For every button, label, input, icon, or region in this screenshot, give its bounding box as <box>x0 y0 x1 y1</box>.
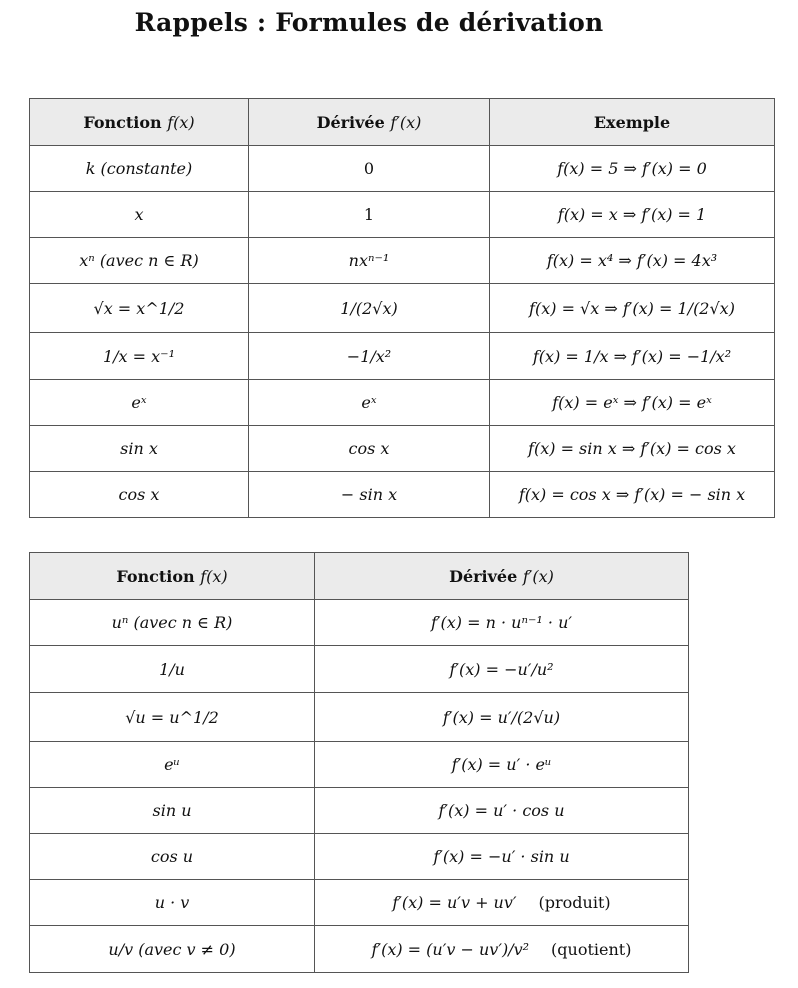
cell-example: f(x) = √x ⇒ f′(x) = 1/(2√x) <box>490 284 775 333</box>
table-row <box>30 146 775 192</box>
table-row <box>30 742 689 788</box>
table-row <box>30 788 689 834</box>
table-row <box>30 333 775 380</box>
product-note: (produit) <box>538 893 611 912</box>
cell-derivative: f′(x) = (u′v − uv′)/v² (quotient) <box>315 926 689 973</box>
cell-function: sin u <box>30 788 315 834</box>
table-row <box>30 380 775 426</box>
cell-example: f(x) = cos x ⇒ f′(x) = − sin x <box>490 472 775 518</box>
cell-function: 1/x = x⁻¹ <box>30 333 249 380</box>
header-example: Exemple <box>490 99 775 146</box>
cell-derivative: − sin x <box>249 472 490 518</box>
table-row <box>30 192 775 238</box>
header-function: Fonction f(x) <box>30 99 249 146</box>
cell-derivative: f′(x) = u′v + uv′ (produit) <box>315 880 689 926</box>
cell-function: uⁿ (avec n ∈ R) <box>30 600 315 646</box>
header-function: Fonction f(x) <box>30 553 315 600</box>
cell-derivative: f′(x) = u′ · cos u <box>315 788 689 834</box>
cell-derivative: nxⁿ⁻¹ <box>249 238 490 284</box>
cell-derivative: f′(x) = −u′/u² <box>315 646 689 693</box>
cell-function: x <box>30 192 249 238</box>
cell-function: cos u <box>30 834 315 880</box>
cell-function: sin x <box>30 426 249 472</box>
table-row <box>30 693 689 742</box>
cell-function: eᵘ <box>30 742 315 788</box>
cell-derivative: 1 <box>249 192 490 238</box>
cell-function: cos x <box>30 472 249 518</box>
cell-derivative: cos x <box>249 426 490 472</box>
cell-function: k (constante) <box>30 146 249 192</box>
table-header-row <box>30 553 689 600</box>
table-row <box>30 472 775 518</box>
cell-derivative: f′(x) = u′/(2√u) <box>315 693 689 742</box>
cell-example: f(x) = sin x ⇒ f′(x) = cos x <box>490 426 775 472</box>
table-row <box>30 426 775 472</box>
cell-function: √x = x^1/2 <box>30 284 249 333</box>
table-row <box>30 646 689 693</box>
cell-function: √u = u^1/2 <box>30 693 315 742</box>
table-row <box>30 880 689 926</box>
cell-function: 1/u <box>30 646 315 693</box>
cell-function: eˣ <box>30 380 249 426</box>
cell-derivative: f′(x) = −u′ · sin u <box>315 834 689 880</box>
cell-example: f(x) = 5 ⇒ f′(x) = 0 <box>490 146 775 192</box>
cell-example: f(x) = 1/x ⇒ f′(x) = −1/x² <box>490 333 775 380</box>
page-title: Rappels : Formules de dérivation <box>134 8 604 37</box>
cell-example: f(x) = x ⇒ f′(x) = 1 <box>490 192 775 238</box>
cell-function: u · v <box>30 880 315 926</box>
table-row <box>30 926 689 973</box>
table-row <box>30 834 689 880</box>
cell-function: u/v (avec v ≠ 0) <box>30 926 315 973</box>
composite-derivatives-table <box>29 552 689 973</box>
cell-example: f(x) = eˣ ⇒ f′(x) = eˣ <box>490 380 775 426</box>
table-row <box>30 238 775 284</box>
cell-derivative: f′(x) = n · uⁿ⁻¹ · u′ <box>315 600 689 646</box>
cell-derivative: eˣ <box>249 380 490 426</box>
cell-derivative: 0 <box>249 146 490 192</box>
cell-derivative: −1/x² <box>249 333 490 380</box>
cell-derivative: 1/(2√x) <box>249 284 490 333</box>
cell-derivative: f′(x) = u′ · eᵘ <box>315 742 689 788</box>
cell-function: xⁿ (avec n ∈ R) <box>30 238 249 284</box>
table-header-row <box>30 99 775 146</box>
basic-derivatives-table <box>29 98 775 518</box>
header-derivative: Dérivée f′(x) <box>249 99 490 146</box>
table-row <box>30 284 775 333</box>
header-derivative: Dérivée f′(x) <box>315 553 689 600</box>
cell-example: f(x) = x⁴ ⇒ f′(x) = 4x³ <box>490 238 775 284</box>
quotient-note: (quotient) <box>551 939 632 959</box>
table-row <box>30 600 689 646</box>
